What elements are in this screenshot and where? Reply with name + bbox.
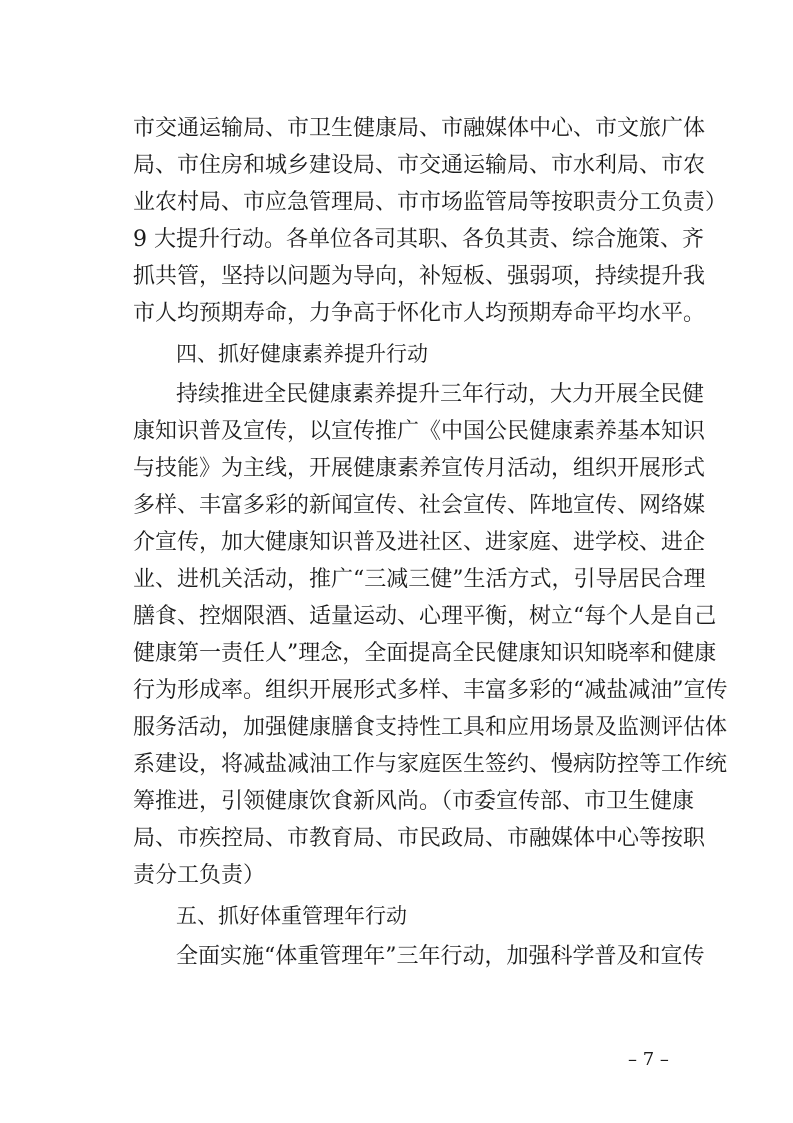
- page-number: – 7 –: [628, 1049, 669, 1070]
- paragraph-line: 9 大提升行动。各单位各司其职、各负其责、综合施策、齐: [133, 227, 704, 252]
- paragraph-line: 抓共管，坚持以问题为导向，补短板、强弱项，持续提升我: [133, 264, 706, 289]
- paragraph-line: 责分工负责）: [133, 863, 266, 888]
- paragraph-line: 康知识普及宣传，以宣传推广《中国公民健康素养基本知识: [133, 419, 706, 444]
- paragraph-line: 与技能》为主线，开展健康素养宣传月活动，组织开展形式: [133, 456, 706, 481]
- paragraph-line: 多样、丰富多彩的新闻宣传、社会宣传、阵地宣传、网络媒: [133, 493, 706, 518]
- section-heading: 五、抓好体重管理年行动: [176, 904, 407, 928]
- paragraph-line: 行为形成率。组织开展形式多样、丰富多彩的“减盐减油”宣传: [133, 678, 728, 703]
- paragraph-line: 局、市疾控局、市教育局、市民政局、市融媒体中心等按职: [133, 826, 706, 851]
- section-heading: 四、抓好健康素养提升行动: [176, 342, 428, 366]
- paragraph-line: 服务活动，加强健康膳食支持性工具和应用场景及监测评估体: [133, 715, 728, 740]
- paragraph-line: 膳食、控烟限酒、适量运动、心理平衡，树立“每个人是自己: [133, 604, 717, 629]
- paragraph-line: 介宣传，加大健康知识普及进社区、进家庭、进学校、进企: [133, 530, 706, 555]
- paragraph-line: 市人均预期寿命，力争高于怀化市人均预期寿命平均水平。: [133, 301, 706, 326]
- paragraph-line: 健康第一责任人”理念，全面提高全民健康知识知晓率和健康: [133, 641, 717, 666]
- paragraph-line: 持续推进全民健康素养提升三年行动，大力开展全民健: [176, 382, 705, 407]
- paragraph-line: 业、进机关活动，推广“三减三健”生活方式，引导居民合理: [133, 567, 706, 592]
- paragraph-line: 系建设，将减盐减油工作与家庭医生签约、慢病防控等工作统: [133, 752, 728, 777]
- paragraph-line: 筹推进，引领健康饮食新风尚。（市委宣传部、市卫生健康: [133, 789, 695, 814]
- paragraph-line: 业农村局、市应急管理局、市市场监管局等按职责分工负责）: [133, 190, 728, 215]
- paragraph-line: 局、市住房和城乡建设局、市交通运输局、市水利局、市农: [133, 153, 706, 178]
- paragraph-line: 全面实施“体重管理年”三年行动，加强科学普及和宣传: [176, 944, 705, 969]
- paragraph-line: 市交通运输局、市卫生健康局、市融媒体中心、市文旅广体: [133, 116, 706, 141]
